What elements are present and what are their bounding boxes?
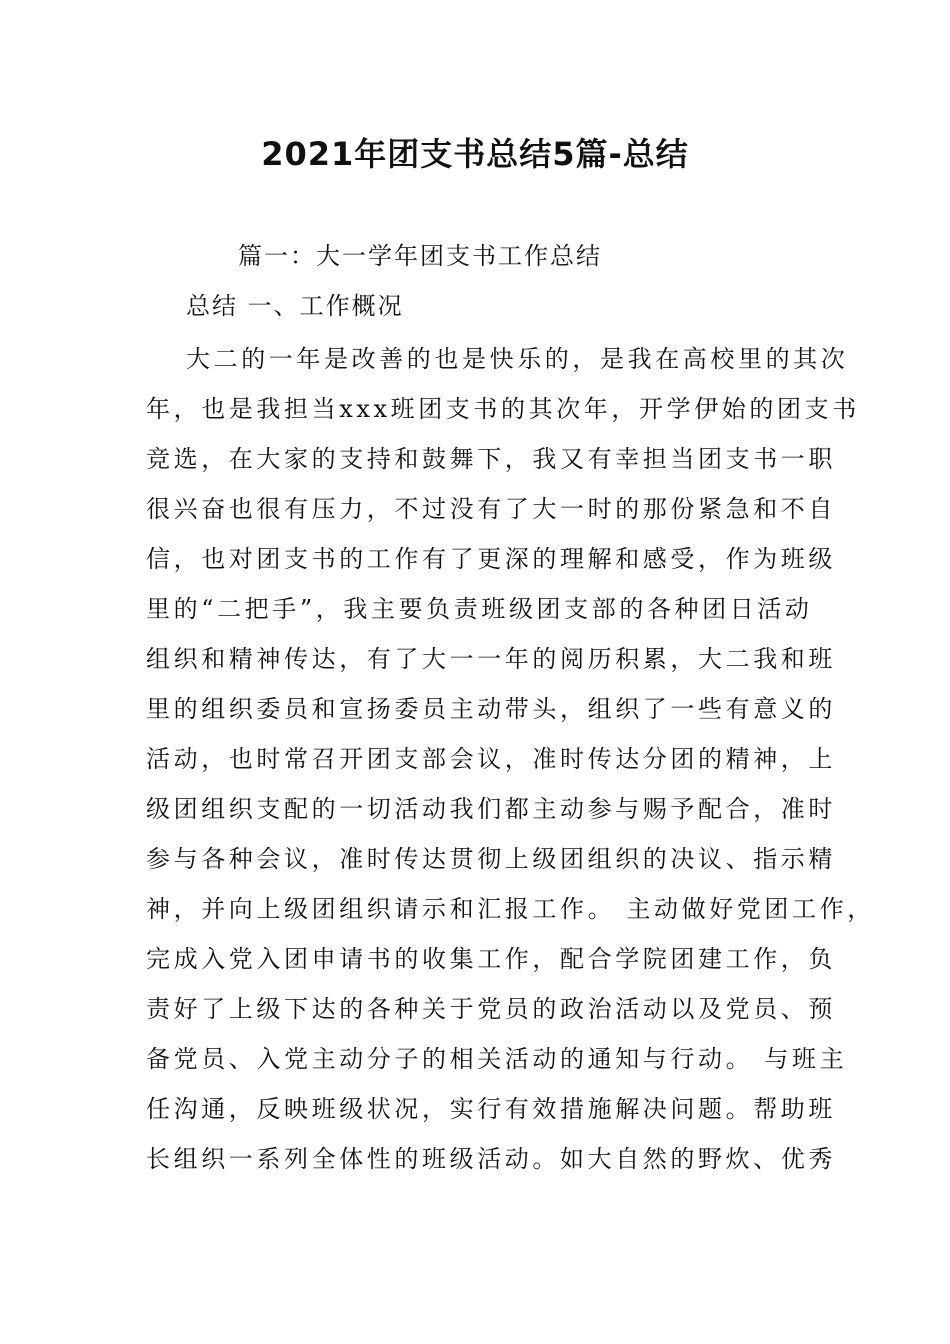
body-line: 级团组织支配的一切活动我们都主动参与赐予配合，准时 (146, 795, 836, 823)
body-line: 参与各种会议，准时传达贯彻上级团组织的决议、指示精 (146, 845, 836, 873)
body-line: 任沟通，反映班级状况，实行有效措施解决问题。帮助班 (146, 1095, 836, 1123)
body-line: 竞选，在大家的支持和鼓舞下，我又有幸担当团支书一职 (146, 445, 836, 473)
body-line: 完成入党入团申请书的收集工作，配合学院团建工作，负 (146, 945, 836, 973)
body-line: 责好了上级下达的各种关于党员的政治活动以及党员、预 (146, 995, 836, 1023)
body-line: 组织和精神传达，有了大一一年的阅历积累，大二我和班 (146, 645, 836, 673)
body-line: 活动，也时常召开团支部会议，准时传达分团的精神，上 (146, 745, 836, 773)
body-line: 里的组织委员和宣扬委员主动带头，组织了一些有意义的 (146, 695, 836, 723)
document-title: 2021年团支书总结5篇-总结 (261, 135, 689, 173)
body-line: 很兴奋也很有压力，不过没有了大一时的那份紧急和不自 (146, 495, 836, 523)
body-line: 备党员、入党主动分子的相关活动的通知与行动。 与班主 (146, 1045, 848, 1073)
body-line: 长组织一系列全体性的班级活动。如大自然的野炊、优秀 (146, 1145, 836, 1173)
section-subheading: 总结 一、工作概况 (186, 292, 404, 320)
body-line: 神，并向上级团组织请示和汇报工作。 主动做好党团工作， (146, 895, 875, 923)
body-line: 年，也是我担当xxx班团支书的其次年，开学伊始的团支书 (146, 395, 860, 423)
section-heading: 篇一：大一学年团支书工作总结 (238, 242, 602, 270)
body-line: 信，也对团支书的工作有了更深的理解和感受，作为班级 (146, 545, 836, 573)
body-line: 大二的一年是改善的也是快乐的，是我在高校里的其次 (186, 345, 849, 373)
body-line: 里的“二把手”，我主要负责班级团支部的各种团日活动 (146, 595, 813, 623)
body-paragraph (146, 339, 875, 1189)
